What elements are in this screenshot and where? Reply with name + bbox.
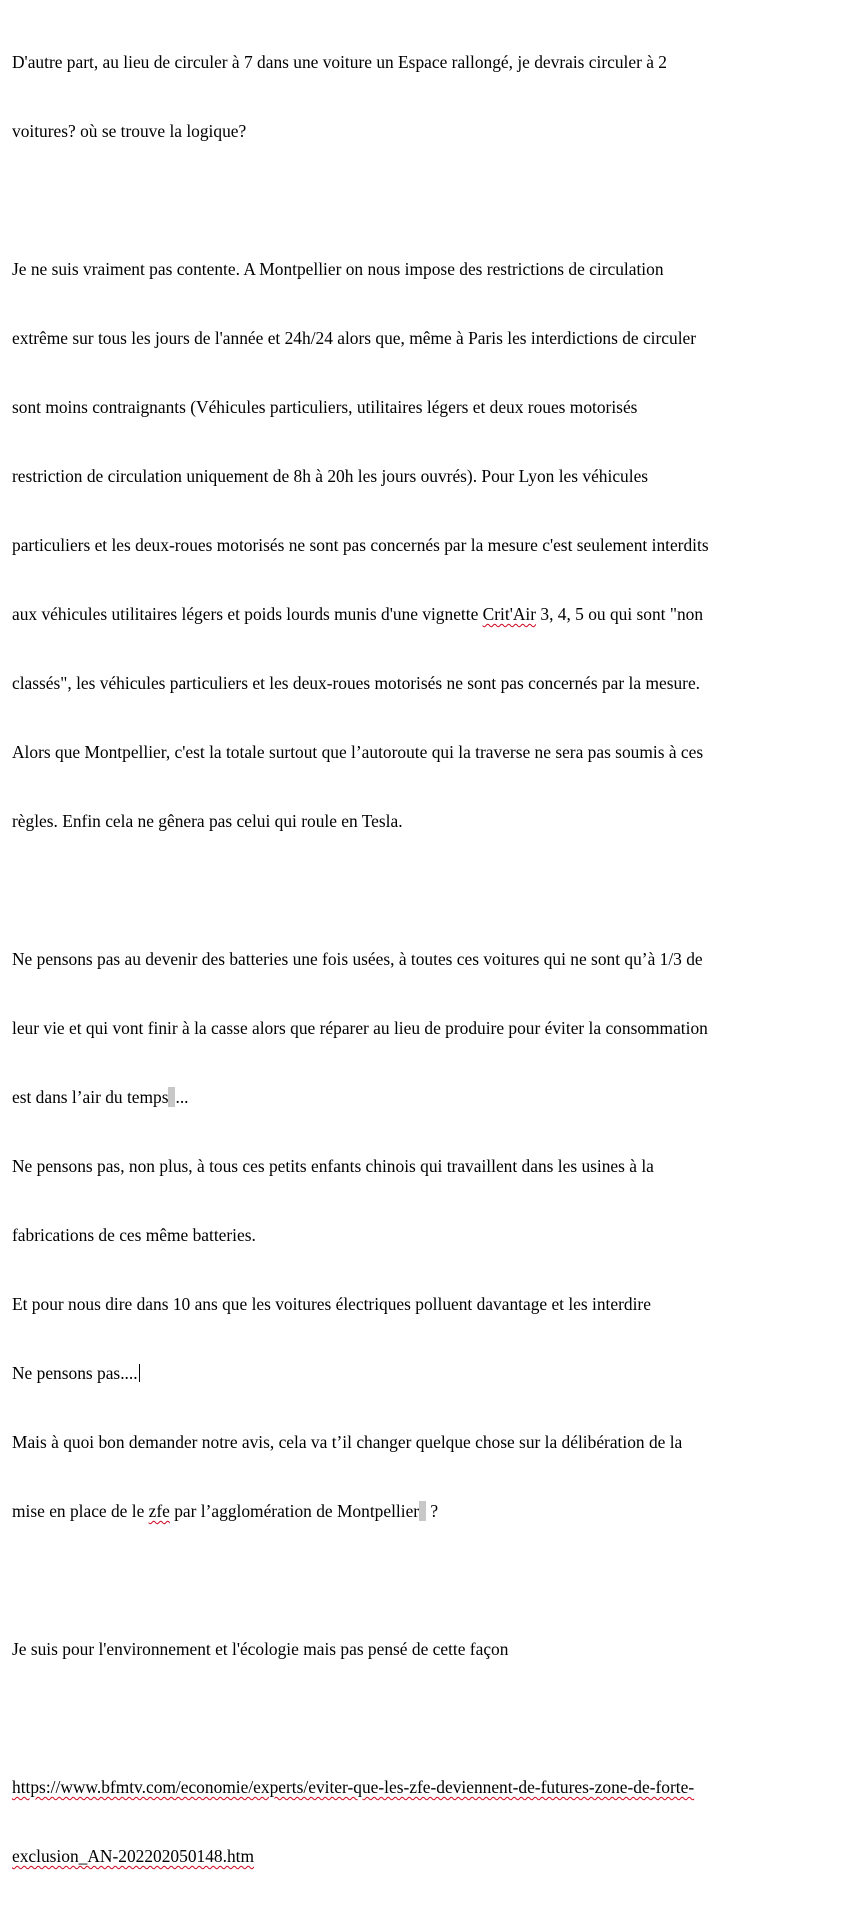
url-line: exclusion_AN-202202050148.htm [12, 1846, 254, 1866]
text-cursor [139, 1364, 140, 1382]
spelling-flagged-word: Crit'Air [482, 604, 537, 624]
paragraph-3 [12, 902, 832, 1569]
text-line: Je ne suis vraiment pas contente. A Montpellier on nous impose des restrictions de circulation [12, 259, 664, 279]
text-span: ? [426, 1501, 439, 1521]
text-span: est dans l’air du temps [12, 1087, 169, 1107]
text-line [12, 1086, 832, 1109]
text-line: particuliers et les deux-roues motorisés ne sont pas concernés par la mesure c'est seulement interdits [12, 535, 709, 555]
text-span: Ne pensons pas.... [12, 1363, 138, 1383]
text-span: par l’agglomération de Montpellier [169, 1501, 420, 1521]
text-span: aux véhicules utilitaires légers et poids lourds munis d'une vignette [12, 604, 483, 624]
text-line: leur vie et qui vont finir à la casse alors que réparer au lieu de produire pour éviter la consommation [12, 1018, 708, 1038]
text-span: mise en place de le [12, 1501, 149, 1521]
blank-line [12, 1569, 832, 1592]
text-line [12, 1500, 832, 1523]
text-line: D'autre part, au lieu de circuler à 7 dans une voiture un Espace rallongé, je devrais circuler à 2 [12, 52, 667, 72]
text-line: extrême sur tous les jours de l'année et 24h/24 alors que, même à Paris les interdictions de circuler [12, 328, 697, 348]
text-line: Ne pensons pas, non plus, à tous ces petits enfants chinois qui travaillent dans les usines à la [12, 1156, 654, 1176]
blank-line [12, 1707, 832, 1730]
text-span: ... [175, 1087, 189, 1107]
paragraph-5-url [12, 1730, 832, 1914]
text-line: Mais à quoi bon demander notre avis, cela va t’il changer quelque chose sur la délibération de la [12, 1432, 683, 1452]
paragraph-4 [12, 1592, 832, 1707]
text-line [12, 603, 832, 626]
text-line: fabrications de ces même batteries. [12, 1225, 256, 1245]
text-line: Je suis pour l'environnement et l'écologie mais pas pensé de cette façon [12, 1639, 509, 1659]
document-body[interactable] [12, 5, 832, 1914]
text-line: Et pour nous dire dans 10 ans que les voitures électriques polluent davantage et les interdire [12, 1294, 651, 1314]
blank-line [12, 189, 832, 212]
text-line: restriction de circulation uniquement de 8h à 20h les jours ouvrés). Pour Lyon les véhicules [12, 466, 649, 486]
text-line: voitures? où se trouve la logique? [12, 121, 247, 141]
paragraph-1 [12, 5, 832, 189]
text-span: 3, 4, 5 ou qui sont "non [536, 604, 704, 624]
blank-line [12, 879, 832, 902]
url-line: https://www.bfmtv.com/economie/experts/eviter-que-les-zfe-deviennent-de-futures-zone-de-forte- [12, 1777, 695, 1797]
text-line: sont moins contraignants (Véhicules particuliers, utilitaires légers et deux roues motorisés [12, 397, 638, 417]
text-line [12, 1362, 832, 1385]
text-line: Alors que Montpellier, c'est la totale surtout que l’autoroute qui la traverse ne sera pas soumis à ces [12, 742, 704, 762]
spelling-flagged-word: zfe [148, 1501, 170, 1521]
text-line: règles. Enfin cela ne gênera pas celui qui roule en Tesla. [12, 811, 403, 831]
paragraph-2 [12, 212, 832, 879]
text-line: classés", les véhicules particuliers et les deux-roues motorisés ne sont pas concernés par la mesure. [12, 673, 701, 693]
text-line: Ne pensons pas au devenir des batteries une fois usées, à toutes ces voitures qui ne sont qu’à 1/3 de [12, 949, 703, 969]
